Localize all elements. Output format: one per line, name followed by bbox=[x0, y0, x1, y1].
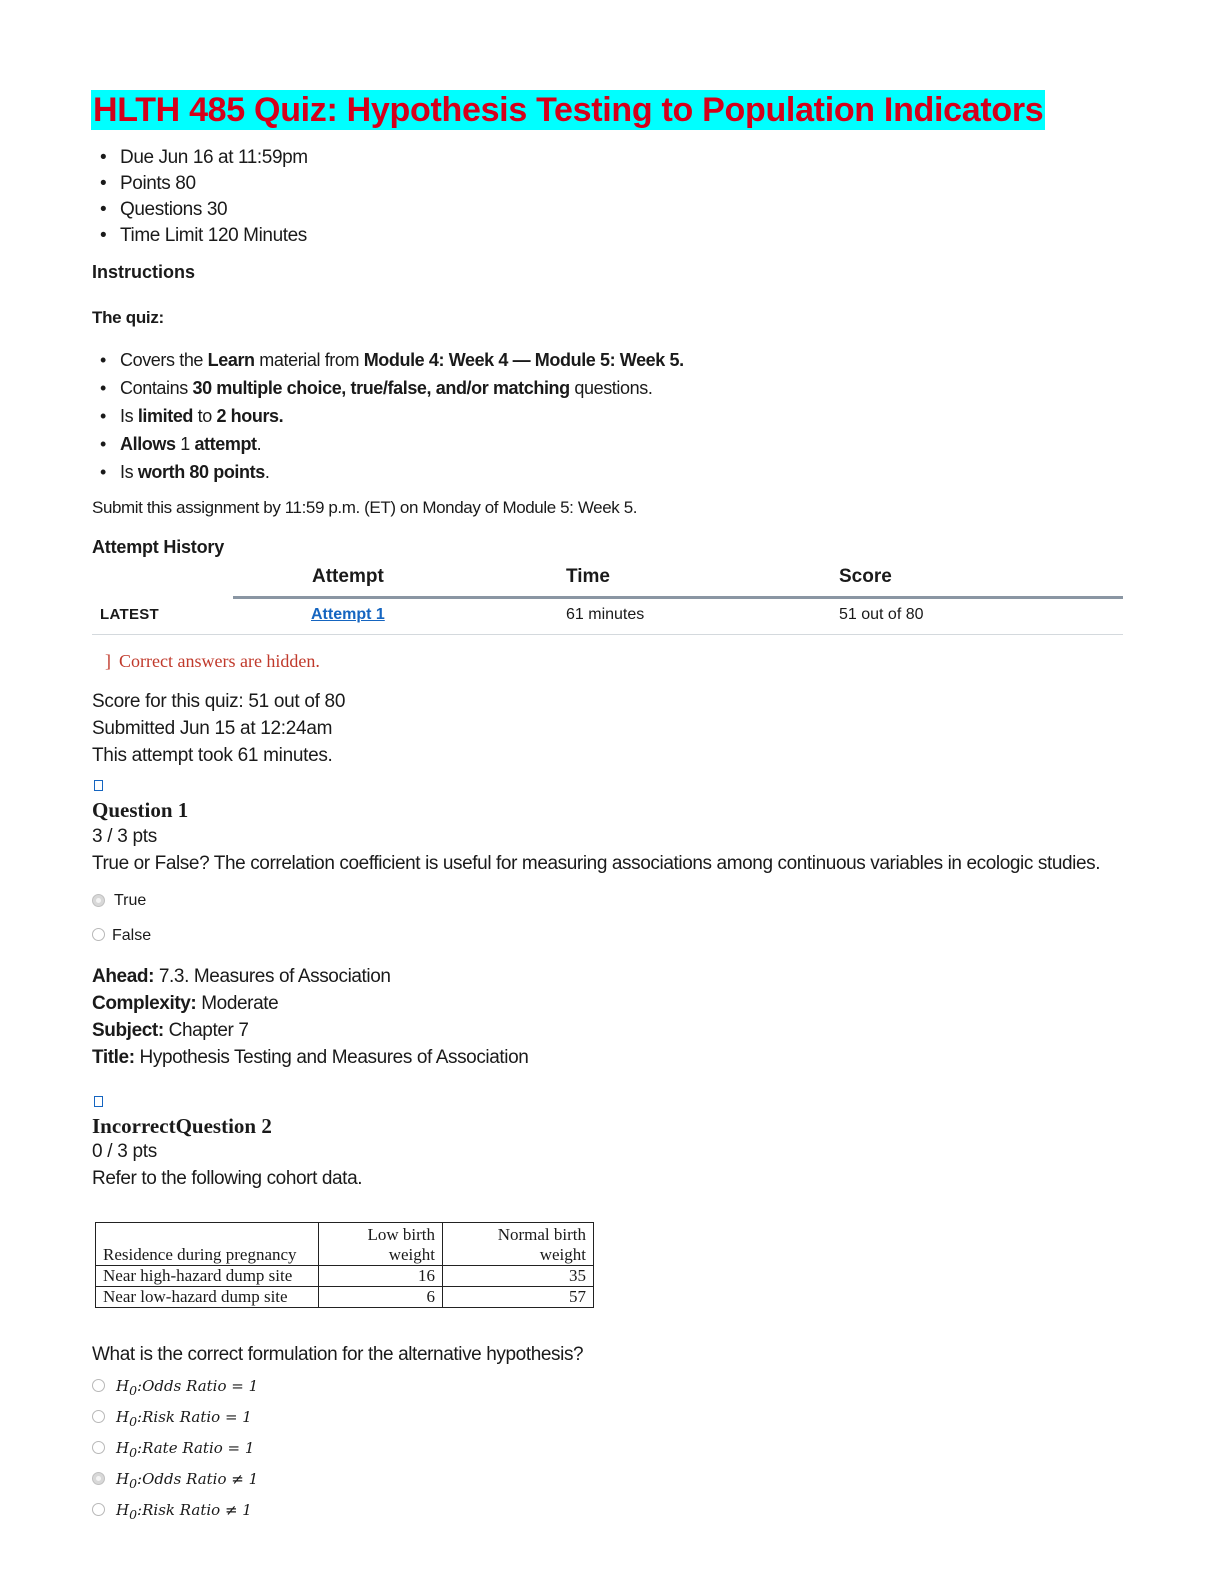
column-time: Time bbox=[566, 566, 611, 587]
score-summary: Score for this quiz: 51 out of 80 bbox=[92, 691, 346, 712]
detail-due: • Due Jun 16 at 11:59pm bbox=[100, 145, 308, 171]
option-a-radio[interactable] bbox=[92, 1379, 105, 1392]
attempt-score: 51 out of 80 bbox=[839, 606, 924, 623]
option-c-label: $H_0:Rate$ Ratio = 1 bbox=[116, 1439, 255, 1460]
question-2-points: 0 / 3 pts bbox=[92, 1141, 157, 1162]
attempt-1-link[interactable]: Attempt 1 bbox=[311, 606, 385, 623]
row-label-latest: LATEST bbox=[100, 606, 160, 623]
option-a-label: $H_0:Odds$ Ratio = 1 bbox=[116, 1377, 259, 1398]
option-e-label: $H_0:Risk$ Ratio ≠ 1 bbox=[116, 1501, 252, 1522]
question-2-prompt: What is the correct formulation for the alternative hypothesis? bbox=[92, 1344, 584, 1365]
option-d-radio[interactable] bbox=[92, 1472, 105, 1485]
bullet-covers: • Covers the Learn material from Module 4: Week 4 — Module 5: Week 5. bbox=[100, 346, 684, 374]
quiz-details bbox=[100, 145, 308, 249]
header-low-birth-weight: Low birth weight bbox=[319, 1223, 443, 1266]
attempt-history-heading: Attempt History bbox=[92, 537, 225, 557]
meta-subject: Subject: Chapter 7 bbox=[92, 1020, 249, 1041]
option-b-radio[interactable] bbox=[92, 1410, 105, 1423]
column-attempt: Attempt bbox=[312, 566, 384, 587]
bullet-allows: • Allows 1 attempt. bbox=[100, 430, 684, 458]
bullet-limited: • Is limited to 2 hours. bbox=[100, 402, 684, 430]
answers-hidden-note: ] Correct answers are hidden. bbox=[105, 651, 320, 671]
column-score: Score bbox=[839, 566, 892, 587]
row-divider bbox=[92, 634, 1123, 635]
question-2-intro: Refer to the following cohort data. bbox=[92, 1168, 363, 1189]
option-false-label: False bbox=[112, 927, 152, 944]
bracket-glyph: ] bbox=[105, 651, 111, 671]
cohort-data-table bbox=[95, 1222, 594, 1308]
table-row: Near high-hazard dump site 16 35 bbox=[96, 1266, 594, 1287]
flag-icon[interactable] bbox=[94, 1096, 103, 1107]
question-1-title: Question 1 bbox=[92, 798, 189, 822]
table-row: Near low-hazard dump site 6 57 bbox=[96, 1287, 594, 1308]
option-d-label: $H_0:Odds$ Ratio ≠ 1 bbox=[116, 1470, 259, 1491]
question-1-metadata bbox=[92, 963, 528, 1071]
header-divider bbox=[233, 596, 1123, 599]
question-1-text: True or False? The correlation coefficient is useful for measuring associations among continuous variables in ecologic studies. bbox=[92, 853, 1101, 874]
question-1-points: 3 / 3 pts bbox=[92, 826, 157, 847]
flag-icon[interactable] bbox=[94, 780, 103, 791]
detail-points: • Points 80 bbox=[100, 171, 308, 197]
meta-title: Title: Hypothesis Testing and Measures of Association bbox=[92, 1047, 529, 1068]
option-true-label: True bbox=[114, 892, 147, 909]
submitted-summary: Submitted Jun 15 at 12:24am bbox=[92, 718, 333, 739]
table-header-row bbox=[96, 1223, 594, 1266]
header-normal-birth-weight: Normal birth weight bbox=[443, 1223, 594, 1266]
meta-complexity: Complexity: Moderate bbox=[92, 993, 279, 1014]
page-title: HLTH 485 Quiz: Hypothesis Testing to Population Indicators bbox=[93, 91, 1044, 129]
detail-time-limit: • Time Limit 120 Minutes bbox=[100, 223, 308, 249]
instructions-heading: Instructions bbox=[92, 262, 196, 282]
option-c-radio[interactable] bbox=[92, 1441, 105, 1454]
submit-note: Submit this assignment by 11:59 p.m. (ET) on Monday of Module 5: Week 5. bbox=[92, 498, 638, 517]
quiz-summary bbox=[92, 688, 345, 769]
quiz-heading: The quiz: bbox=[92, 308, 164, 327]
option-e-radio[interactable] bbox=[92, 1503, 105, 1516]
attempt-time: 61 minutes bbox=[566, 606, 645, 623]
option-false-radio[interactable] bbox=[92, 928, 105, 941]
question-2-title: IncorrectQuestion 2 bbox=[92, 1114, 272, 1138]
header-residence: Residence during pregnancy bbox=[96, 1223, 319, 1266]
option-b-label: $H_0:Risk$ Ratio = 1 bbox=[116, 1408, 252, 1429]
instruction-bullets bbox=[100, 346, 684, 486]
bullet-worth: • Is worth 80 points. bbox=[100, 458, 684, 486]
bullet-contains: • Contains 30 multiple choice, true/false, and/or matching questions. bbox=[100, 374, 684, 402]
duration-summary: This attempt took 61 minutes. bbox=[92, 745, 333, 766]
detail-questions: • Questions 30 bbox=[100, 197, 308, 223]
option-true-radio[interactable] bbox=[92, 894, 105, 907]
meta-ahead: Ahead: 7.3. Measures of Association bbox=[92, 966, 391, 987]
